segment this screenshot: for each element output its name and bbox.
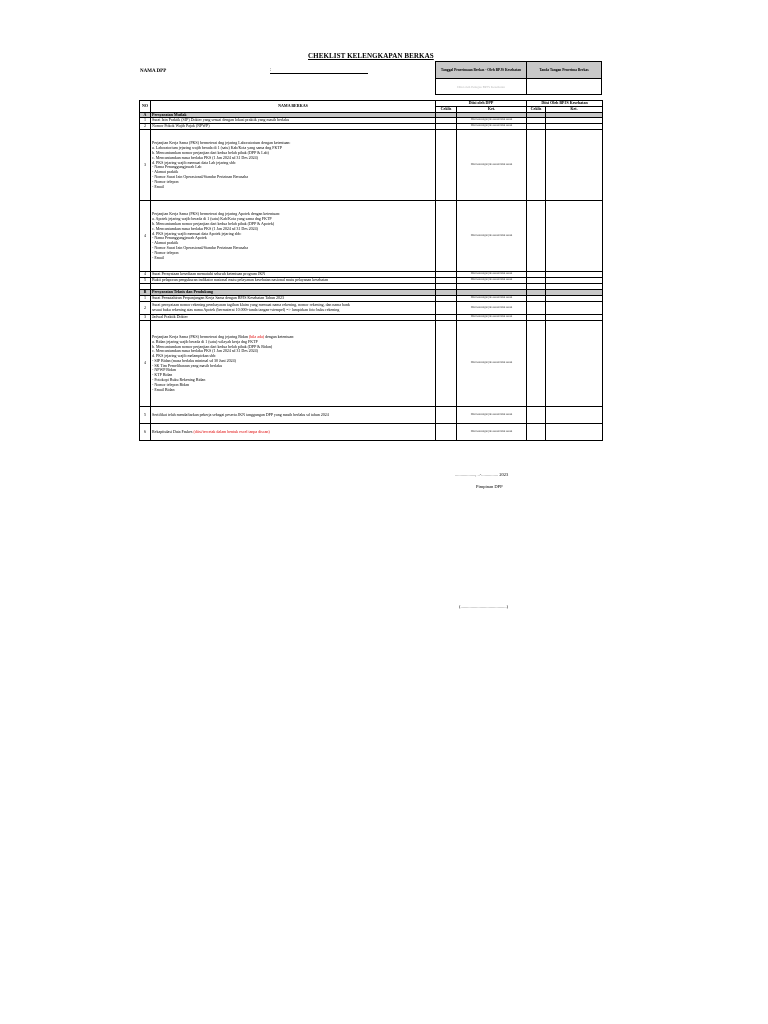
signature-date-line: .................., ..-............... 2023 xyxy=(455,472,509,477)
item-number: 3 xyxy=(140,315,151,321)
bpjs-ket-header: Ket. xyxy=(546,106,603,112)
item-text-line: - Nomor telepon xyxy=(152,178,179,184)
item-text-line: b. Mencantumkan nomor perjanjian dari kedua belah pihak (DPP & Lab) xyxy=(152,150,269,155)
dpp-ceklis-cell[interactable] xyxy=(436,201,457,272)
item-description xyxy=(151,302,436,315)
dpp-ket-cell[interactable]: Diisi keterangan jika sesuai/tidak sesuai xyxy=(457,315,527,321)
item-text-line: - KTP Bidan xyxy=(152,372,173,378)
item-text-line: - Nomor Surat Izin Operasional/Standar Perizinan Berusaha xyxy=(152,244,248,250)
dpp-ket-cell[interactable]: Diisi keterangan jika sesuai/tidak sesuai xyxy=(457,272,527,278)
dpp-ceklis-header: Ceklis xyxy=(436,106,457,112)
item-text-line: d. PKS jejaring wajib memuat data Apotek jejaring sbb: xyxy=(152,230,242,236)
dpp-ket-cell[interactable]: Diisi keterangan jika sesuai/tidak sesuai xyxy=(457,118,527,124)
bpjs-ket-cell[interactable] xyxy=(546,424,603,441)
dpp-ceklis-cell[interactable] xyxy=(436,302,457,315)
item-text-line: d. PKS jejaring wajib memuat data Lab jejaring sbb: xyxy=(152,159,237,165)
dpp-ceklis-cell[interactable] xyxy=(436,321,457,407)
bpjs-ceklis-cell[interactable] xyxy=(527,302,546,315)
item-text-line: Rekapitulasi Data Faskes (diisi/tercetak dalam bentuk excel tanpa discan) xyxy=(152,428,270,434)
item-description xyxy=(151,130,436,201)
item-text-line: b. Mencantumkan nomor perjanjian dari kedua belah pihak (DPP & Apotek) xyxy=(152,221,275,226)
col-nama-header: NAMA BERKAS xyxy=(151,101,436,113)
item-text-line: - NPWP Bidan xyxy=(152,367,176,373)
item-text-line: b. Mencantumkan nomor perjanjian dari kedua belah pihak (DPP & Bidan) xyxy=(152,343,273,349)
bpjs-ket-cell[interactable] xyxy=(546,407,603,424)
item-text-line: - Nama Penanggungjawab Lab xyxy=(152,164,202,170)
item-text-line: Perjanjian Kerja Sama (PKS) bermeterai dng jejaring Laboratorium dengan ketentuan: xyxy=(152,140,291,146)
item-text-line: sesuai buku rekening atas nama Apotek (bermaterai 10.000+tanda tangan+stempel) => lampirkan foto buku rekening xyxy=(152,307,340,313)
table-row xyxy=(140,321,603,407)
item-text-line: - Nomor telepon Bidan xyxy=(152,381,189,387)
item-text-line: Jadwal Praktik Dokter xyxy=(152,314,188,320)
section-label: Persyaratan Teknis dan Pendukung xyxy=(151,290,436,296)
item-description xyxy=(151,321,436,407)
signer-title: Pimpinan DPP xyxy=(476,484,503,489)
dpp-ceklis-cell[interactable] xyxy=(436,424,457,441)
bpjs-ket-cell[interactable] xyxy=(546,201,603,272)
item-text-line: Sertifikat telah mendaftarkan pekerja sebagai peserta JKN tanggungan DPP yang masih berlaku sd tahun 2024 xyxy=(152,411,329,417)
item-number: 5 xyxy=(140,278,151,284)
receipt-date-header: Tanggal Penerimaan Berkas - Oleh BPJS Kesehatan xyxy=(436,62,527,79)
section-label: Persyaratan Mutlak xyxy=(151,112,436,118)
dpp-ket-cell[interactable]: Diisi keterangan jika sesuai/tidak sesuai xyxy=(457,321,527,407)
item-number: 1 xyxy=(140,296,151,302)
item-text-line: - Nomor telepon xyxy=(152,249,179,255)
dpp-ket-cell[interactable]: Diisi keterangan jika sesuai/tidak sesuai xyxy=(457,302,527,315)
item-text-line: Bukti pelaporan pengukuran indikator nasional mutu pelayanan kesehatan nasional mutu pelayanan kesehatan xyxy=(152,277,329,283)
item-number: 2 xyxy=(140,124,151,130)
table-row xyxy=(140,201,603,272)
item-text-line: Perjanjian Kerja Sama (PKS) bermeterai dng jejaring Apotek dengan ketentuan: xyxy=(152,211,281,217)
item-number: 4 xyxy=(140,321,151,407)
item-text-line: - Nama Penanggungjawab Apotek xyxy=(152,235,207,241)
item-text-line: a. Bidan jejaring wajib berada di 1 (satu) wilayah kerja dng FKTP xyxy=(152,338,258,344)
nama-dpp-field[interactable] xyxy=(270,73,368,74)
table-row xyxy=(140,424,603,441)
col-no-header: NO xyxy=(140,101,151,113)
item-number: 4 xyxy=(140,201,151,272)
checklist-table xyxy=(139,100,603,441)
item-number: 4 xyxy=(140,272,151,278)
item-text-line: - Email xyxy=(152,183,164,189)
dpp-ket-cell[interactable]: Diisi keterangan jika sesuai/tidak sesuai xyxy=(457,296,527,302)
dpp-ket-cell[interactable]: Diisi keterangan jika sesuai/tidak sesuai xyxy=(457,201,527,272)
item-text-line: - SIP Bidan (masa berlaku minimal sd 30 Juni 2024) xyxy=(152,357,236,363)
item-description xyxy=(151,201,436,272)
bpjs-ceklis-cell[interactable] xyxy=(527,201,546,272)
item-text-line: - Alamat praktik xyxy=(152,169,179,175)
item-text-line: c. Mencantumkan masa berlaku PKS (1 Jan 2024 sd 31 Des 2024) xyxy=(152,348,258,354)
table-row xyxy=(140,130,603,201)
nama-dpp-label: NAMA DPP xyxy=(140,69,167,74)
item-text-line: Surat Pemutahiran Perpanjangan Kerja Sama dengan BPJS Kesehatan Tahun 2023 xyxy=(152,295,284,301)
nama-dpp-colon: : xyxy=(270,68,272,73)
receipt-signature-header: Tanda Tangan Penerima Berkas xyxy=(527,62,602,79)
bpjs-ket-cell[interactable] xyxy=(546,321,603,407)
dpp-ket-cell[interactable]: Diisi keterangan jika sesuai/tidak sesuai xyxy=(457,407,527,424)
item-text-line: - Email Bidan xyxy=(152,386,175,392)
receipt-box xyxy=(435,61,602,95)
item-text-line: a. Laboratorium jejaring wajib berada di 1 (satu) Kab/Kota yang sama dng FKTP xyxy=(152,145,283,151)
bpjs-ceklis-header: Ceklis xyxy=(527,106,546,112)
item-text-line: Nomor Pokok Wajib Pajak (NPWP) xyxy=(152,123,210,129)
page-title: CHEKLIST KELENGKAPAN BERKAS xyxy=(308,52,434,60)
group-bpjs-header: Diisi Oleh BPJS Kesehatan xyxy=(527,101,603,107)
table-row xyxy=(140,302,603,315)
table-row xyxy=(140,407,603,424)
item-number: 2 xyxy=(140,302,151,315)
item-text-line: - Email xyxy=(152,254,164,260)
item-text-line: Surat pernyataan nomor rekening pembayaran tagihan klaim yang memuat nama rekening, nomor rekening, dan nama bank xyxy=(152,302,350,308)
item-text-line: - Nomor Surat Izin Operasional/Standar Perizinan Berusaha xyxy=(152,173,248,179)
bpjs-ket-cell[interactable] xyxy=(546,302,603,315)
item-text-line: - SK Tim Pemeliharaan yang masih berlaku xyxy=(152,362,222,368)
item-text-line: d. PKS jejaring wajib melampirkan sbb: xyxy=(152,353,217,359)
item-number: 3 xyxy=(140,130,151,201)
item-text-line: - Fotokopi Buku Rekening Bidan xyxy=(152,377,206,383)
group-dpp-header: Diisi oleh DPP xyxy=(436,101,527,107)
item-number: 1 xyxy=(140,118,151,124)
section-letter: B xyxy=(140,290,151,296)
receipt-date-cell[interactable] xyxy=(436,79,527,95)
item-text-line: c. Mencantumkan masa berlaku PKS (1 Jan 2024 sd 31 Des 2024) xyxy=(152,225,258,231)
item-text-line: c. Mencantumkan masa berlaku PKS (1 Jan 2024 sd 31 Des 2024) xyxy=(152,154,258,160)
dpp-ket-cell[interactable]: Diisi keterangan jika sesuai/tidak sesuai xyxy=(457,130,527,201)
bpjs-ceklis-cell[interactable] xyxy=(527,321,546,407)
item-description xyxy=(151,424,436,441)
item-number: 5 xyxy=(140,407,151,424)
dpp-ceklis-cell[interactable] xyxy=(436,407,457,424)
item-description xyxy=(151,407,436,424)
item-text-line: Perjanjian Kerja Sama (PKS) bermeterai dng jejaring Bidan (bila ada) dengan ketentuan: xyxy=(152,333,295,339)
signer-name-line: (.........................................) xyxy=(459,604,509,609)
item-number: 6 xyxy=(140,424,151,441)
section-letter: A xyxy=(140,112,151,118)
bpjs-ket-cell[interactable] xyxy=(546,130,603,201)
dpp-ket-cell[interactable]: Diisi keterangan jika sesuai/tidak sesuai xyxy=(457,124,527,130)
dpp-ket-cell[interactable]: Diisi keterangan jika sesuai/tidak sesuai xyxy=(457,278,527,284)
receipt-note: Diisi oleh Petugas BPJS Kesehatan xyxy=(457,84,505,89)
item-text-line: Surat Izin Praktik (SIP) Dokter yang sesuai dengan lokasi praktik yang masih berlaku xyxy=(152,117,290,123)
item-text-line: Surat Pernyataan kesediaan mematuhi seluruh ketentuan program JKN xyxy=(152,271,266,277)
bpjs-ceklis-cell[interactable] xyxy=(527,407,546,424)
item-text-line: - Alamat praktik xyxy=(152,240,179,246)
receipt-signature-cell[interactable] xyxy=(527,79,602,95)
dpp-ket-header: Ket. xyxy=(457,106,527,112)
bpjs-ceklis-cell[interactable] xyxy=(527,424,546,441)
dpp-ket-cell[interactable]: Diisi keterangan jika sesuai/tidak sesuai xyxy=(457,424,527,441)
bpjs-ceklis-cell[interactable] xyxy=(527,130,546,201)
item-text-line: a. Apotek jejaring wajib berada di 1 (satu) Kab/Kota yang sama dng FKTP xyxy=(152,216,272,222)
dpp-ceklis-cell[interactable] xyxy=(436,130,457,201)
